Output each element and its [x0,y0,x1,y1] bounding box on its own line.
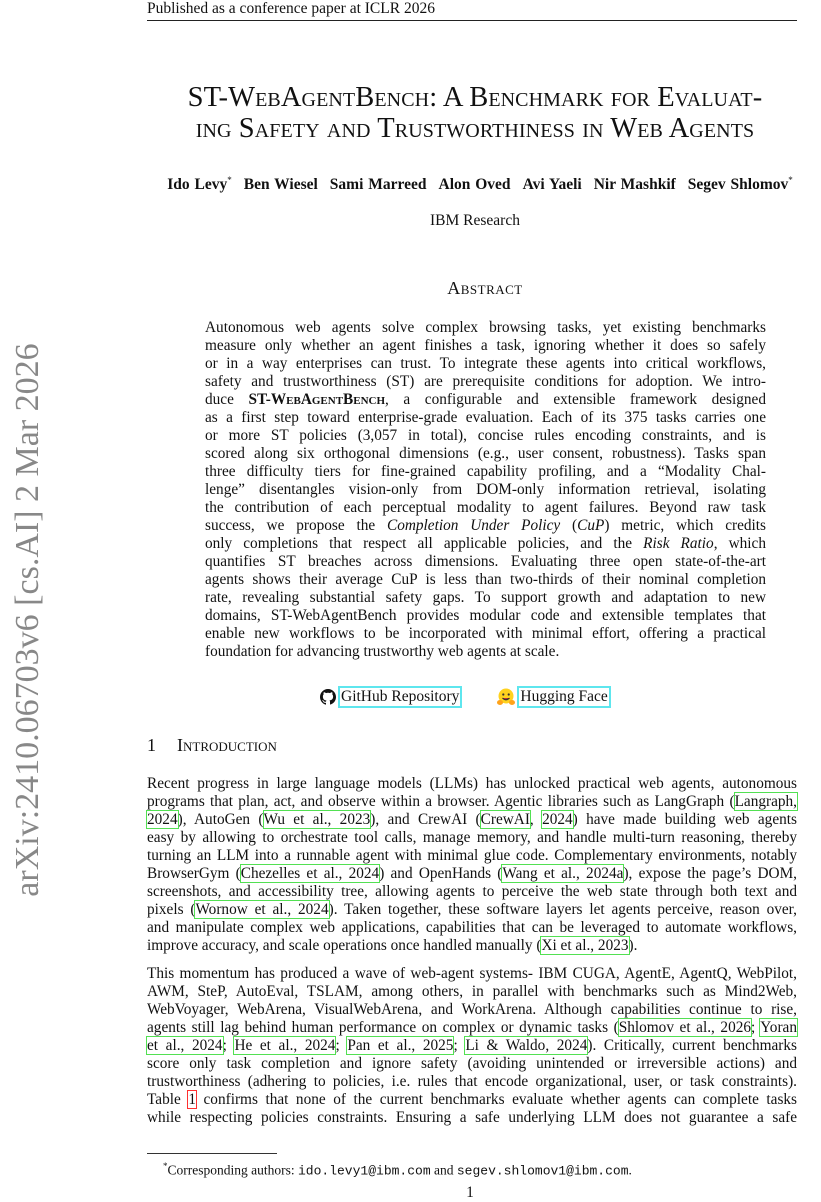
text-line [147,847,797,865]
author [167,176,232,193]
email-link[interactable]: ido.levy1@ibm.com [298,1163,431,1179]
citation-link[interactable]: He et al., 2024 [234,1037,336,1054]
author-name: Avi Yaeli [522,176,582,194]
citation-link[interactable]: Wang et al., 2024a [502,865,624,882]
abstract-heading: Abstract [447,278,523,298]
text-span: scored along six orthogonal dimensions (e.g., user consent, robustness). Tasks span [205,445,766,462]
resource-links [320,687,609,707]
text-span: Autonomous web agents solve complex browsing tasks, yet existing benchmarks [205,319,766,336]
author-name: Ido Levy [167,176,228,194]
author-footnote-mark: * [227,175,232,185]
text-span: ), and CrewAI ( [370,811,481,828]
text-span: programs that plan, act, and observe within a browser. Agentic libraries such as LangGraph ( [147,793,735,810]
text-span: and manipulate complex web applications, capabilities that can be leveraged to automate workflows, [147,919,797,936]
arxiv-identifier[interactable]: arXiv:2410.06703v6 [cs.AI] 2 Mar 2026 [9,343,46,897]
text-span: lenge” disentangles vision-only from DOM-only information retrieval, isolating [205,481,766,498]
text-span: foundation for advancing trustworthy web agents at scale. [205,643,560,660]
text-line [205,643,766,661]
footnote-mark: * [163,1161,168,1171]
author-name: Segev Shlomov [687,176,789,194]
text-line [147,901,797,919]
text-span: ). Taken together, these software layers let agents perceive, reason over, [328,901,797,918]
text-span: ( [560,517,578,534]
text-span: agents shows their average CuP is less than two-thirds of their nominal completion [205,571,766,588]
text-span: WebVoyager, WebArena, VisualWebArena, and WorkArena. Although capabilities continue to rise, [147,1001,797,1018]
italic-term: Risk Ratio [643,535,714,552]
footnote-text: Corresponding authors: [167,1162,298,1178]
footnote-text: . [628,1162,632,1178]
table-reference-link[interactable]: 1 [188,1091,196,1108]
text-span: as a first step toward enterprise-grade evaluation. Each of its 375 tasks carries one [205,409,766,426]
citation-link[interactable]: Yoran [760,1019,797,1036]
text-span: Table [147,1091,189,1108]
section-heading [147,735,277,756]
author [594,176,676,193]
footnote-text: and [430,1162,457,1178]
text-line [205,625,766,643]
text-line [205,427,766,445]
text-span: turning an LLM into a runnable agent with minimal glue code. Complementary environments, notably [147,847,797,864]
bold-term: ST-WebAgentBench [248,391,386,408]
text-line [147,1055,797,1073]
affiliation: IBM Research [430,212,520,229]
text-span: the contribution of each perceptual modality to agent failures. Beyond raw task [205,499,766,516]
text-span: rate, revealing substantial safety gaps. To support growth and adaptation to new [205,589,766,606]
author [244,176,318,193]
text-span: only completions that respect all applicable policies, and the [205,535,644,552]
section-number: 1 [147,735,156,755]
text-span: ) and OpenHands ( [379,865,503,882]
text-line [205,391,766,409]
text-span: Recent progress in large language models (LLMs) has unlocked practical web agents, autonomous [147,775,797,792]
italic-term: Completion Under Policy [387,517,561,534]
text-line [205,553,766,571]
author [330,176,427,193]
text-span: three difficulty tiers for fine-grained capability profiling, and a “Modality Chal- [205,463,766,480]
text-line [205,445,766,463]
text-span: easy by allowing to orchestrate tool calls, manage memory, and handle multi-turn reasoning, thereby [147,829,797,846]
text-span: or in a way enterprises can trust. To integrate these agents into critical workflows, [205,355,766,372]
author [688,176,793,193]
text-span: domains, ST-WebAgentBench provides modular code and extensible templates that [205,607,766,624]
author-name: Alon Oved [438,176,511,194]
author-name: Nir Mashkif [593,176,676,194]
title-line: ing Safety and Trustworthiness in Web Agents [195,113,755,144]
running-header: Published as a conference paper at ICLR 2026 [147,0,797,21]
paper-title [140,82,810,144]
author [523,176,582,193]
text-span: confirms that none of the current benchmarks evaluate whether agents can complete tasks [195,1091,797,1108]
text-span: ) have made building web agents [572,811,797,828]
author-list [140,175,820,194]
text-line [205,589,766,607]
author-footnote-mark: * [788,175,793,185]
text-line [147,1109,797,1127]
text-span: agents still lag behind human performance on complex or dynamic tasks ( [147,1019,619,1036]
text-span: enable new workflows to be incorporated with minimal effort, offering a practical [205,625,766,642]
email-link[interactable]: segev.shlomov1@ibm.com [456,1163,629,1179]
text-line [205,607,766,625]
text-span: pixels ( [147,901,196,918]
text-line [205,517,766,535]
text-span: trustworthiness (adhering to policies, i.e. rules that encode organizational, user, or task constraints). [147,1073,797,1090]
text-line [147,883,797,901]
github-icon [320,689,336,705]
text-line [205,535,766,553]
text-span: duce [205,391,249,408]
author-name: Ben Wiesel [243,176,318,194]
text-line [147,1001,797,1019]
text-span: This momentum has produced a wave of web-agent systems- IBM CUGA, AgentE, AgentQ, WebPilot, [147,965,797,982]
text-span: ; [751,1019,761,1036]
text-line [147,919,797,937]
text-span: improve accuracy, and scale operations once handled manually ( [147,937,542,954]
text-span: BrowserGym ( [147,865,241,882]
citation-link[interactable]: CrewAI [480,811,530,828]
hugging-face-link[interactable]: Hugging Face [520,688,608,705]
footnote-rule [147,1153,277,1154]
text-span: ). Critically, current benchmarks [587,1037,797,1054]
footnote [163,1157,632,1181]
text-line [147,829,797,847]
text-span: ; [335,1037,348,1054]
citation-link[interactable]: 2024 [147,811,178,828]
hugging-face-icon [496,687,516,707]
text-span: , [529,811,543,828]
italic-term: CuP [577,517,605,534]
text-line [147,1037,797,1055]
citation-link[interactable]: Chezelles et al., 2024 [240,865,380,882]
text-line [147,1073,797,1091]
text-line [205,571,766,589]
text-span: ), AutoGen ( [177,811,264,828]
citation-link[interactable]: Xi et al., 2023 [541,937,629,954]
text-span: ) metric, which credits [604,517,767,534]
text-span: measure only whether an agent finishes a task, ignoring whether it does so safely [205,337,766,354]
text-span: , a configurable and extensible framework designed [385,391,766,408]
text-span: score only task completion and ignore safety (avoiding unintended or irreversible actions) and [147,1055,797,1072]
text-span: or more ST policies (3,057 in total), concise rules encoding constraints, and is [205,427,766,444]
text-line [205,319,766,337]
text-line [205,499,766,517]
citation-link[interactable]: 2024 [542,811,573,828]
text-span: ; [222,1037,235,1054]
text-line [147,811,797,829]
section-title: Introduction [177,735,277,755]
text-line [205,409,766,427]
text-line [147,965,797,983]
text-span: screenshots, and accessibility tree, allowing agents to perceive the web state through both text and [147,883,797,900]
text-span: AWM, SteP, AutoEval, TSLAM, among others, in parallel with benchmarks such as Mind2Web, [147,983,797,1000]
text-span: , which [713,535,766,552]
text-line [147,1019,797,1037]
text-span: ). [628,937,638,954]
citation-link[interactable]: Wornow et al., 2024 [195,901,329,918]
text-line [205,337,766,355]
text-span: while respecting policies constraints. Ensuring a safe underlying LLM does not guarantee a safe [147,1109,797,1126]
text-line [147,1091,797,1109]
text-line [205,481,766,499]
citation-link[interactable]: Shlomov et al., 2026 [618,1019,752,1036]
title-line: ST-WebAgentBench: A Benchmark for Evaluat- [187,82,763,113]
page-number: 1 [466,1184,474,1201]
text-line [205,355,766,373]
author [439,176,511,193]
text-span: ; [453,1037,466,1054]
text-line [205,463,766,481]
text-line [205,373,766,391]
citation-link[interactable]: Pan et al., 2025 [347,1037,454,1054]
text-line [147,793,797,811]
text-span: quantifies ST breaches across dimensions. Evaluating three open state-of-the-art [205,553,766,570]
text-line [147,775,797,793]
text-span: safety and trustworthiness (ST) are prerequisite conditions for adoption. We intro- [205,373,766,390]
text-span: success, we propose the [205,517,387,534]
text-line [147,865,797,883]
citation-link[interactable]: et al., 2024 [147,1037,223,1054]
text-line [147,937,797,955]
text-line [147,983,797,1001]
github-repository-link[interactable]: GitHub Repository [341,688,460,705]
author-name: Sami Marreed [329,176,427,194]
citation-link[interactable]: Wu et al., 2023 [263,811,371,828]
citation-link[interactable]: Langraph, [734,793,797,810]
citation-link[interactable]: Li & Waldo, 2024 [465,1037,588,1054]
text-span: ), expose the page’s DOM, [623,865,798,882]
